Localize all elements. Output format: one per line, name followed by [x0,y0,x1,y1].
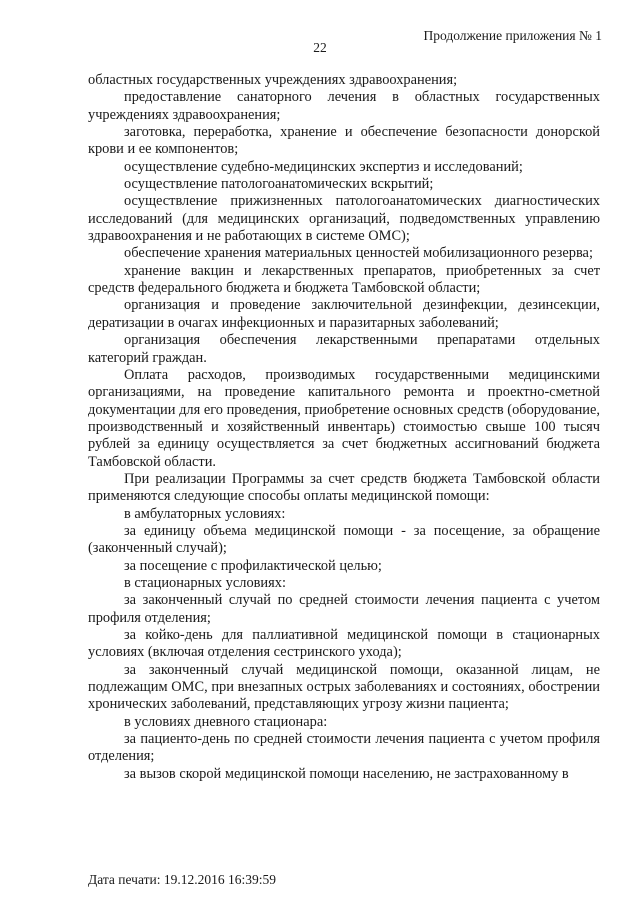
paragraph: за законченный случай медицинской помощи, оказанной лицам, не подлежащим ОМС, при внезапных острых заболеваниях и состояниях, обострении хронических заболеваний, представляющих угрозу жизни пациента; [88,661,600,713]
paragraph: за койко-день для паллиативной медицинской помощи в стационарных условиях (включая отделения сестринского ухода); [88,627,600,661]
paragraph: в условиях дневного стационара: [124,713,328,730]
paragraph: областных государственных учреждениях здравоохранения; [88,72,458,88]
paragraph: При реализации Программы за счет средств бюджета Тамбовской области применяются следующие способы оплаты медицинской помощи: [88,470,600,505]
page-number: 22 [313,40,327,55]
paragraph: в амбулаторных условиях: [124,505,286,522]
paragraph: за единицу объема медицинской помощи - за посещение, за обращение (законченный случай); [88,522,600,557]
print-date: Дата печати: 19.12.2016 16:39:59 [88,872,276,887]
paragraph: осуществление патологоанатомических вскрытий; [124,176,434,193]
paragraph: осуществление прижизненных патологоанатомических диагностических исследований (для медицинских организаций, подведомственных управлению здравоохранения и не работающих в системе ОМС); [88,193,600,245]
document-body [88,72,600,783]
paragraph: заготовка, переработка, хранение и обеспечение безопасности донорской крови и ее компонентов; [88,124,600,158]
paragraph: за пациенто-день по средней стоимости лечения пациента с учетом профиля отделения; [88,731,600,765]
paragraph: за вызов скорой медицинской помощи населению, не застрахованному в [124,765,569,782]
paragraph: Оплата расходов, производимых государственными медицинскими организациями, на проведение капитального ремонта и проектно-сметной документации для его проведения, приобретение основных средств (оборудование, производственный и хозяйственный инвентарь) стоимостью свыше 100 тысяч рублей за единицу осуществляется за счет бюджетных ассигнований бюджета Тамбовской области. [88,366,600,470]
paragraph: обеспечение хранения материальных ценностей мобилизационного резерва; [124,245,593,262]
appendix-note: Продолжение приложения № 1 [423,28,602,43]
paragraph: хранение вакцин и лекарственных препаратов, приобретенных за счет средств федерального бюджета и бюджета Тамбовской области; [88,262,600,297]
paragraph: за законченный случай по средней стоимости лечения пациента с учетом профиля отделения; [88,592,600,626]
paragraph: организация и проведение заключительной дезинфекции, дезинсекции, дератизации в очагах инфекционных и паразитарных заболеваний; [88,297,600,331]
paragraph: за посещение с профилактической целью; [124,557,382,574]
paragraph: осуществление судебно-медицинских экспертиз и исследований; [124,158,523,175]
paragraph: в стационарных условиях: [124,574,286,591]
paragraph: организация обеспечения лекарственными препаратами отдельных категорий граждан. [88,332,600,366]
paragraph: предоставление санаторного лечения в областных государственных учреждениях здравоохранения; [88,89,600,123]
